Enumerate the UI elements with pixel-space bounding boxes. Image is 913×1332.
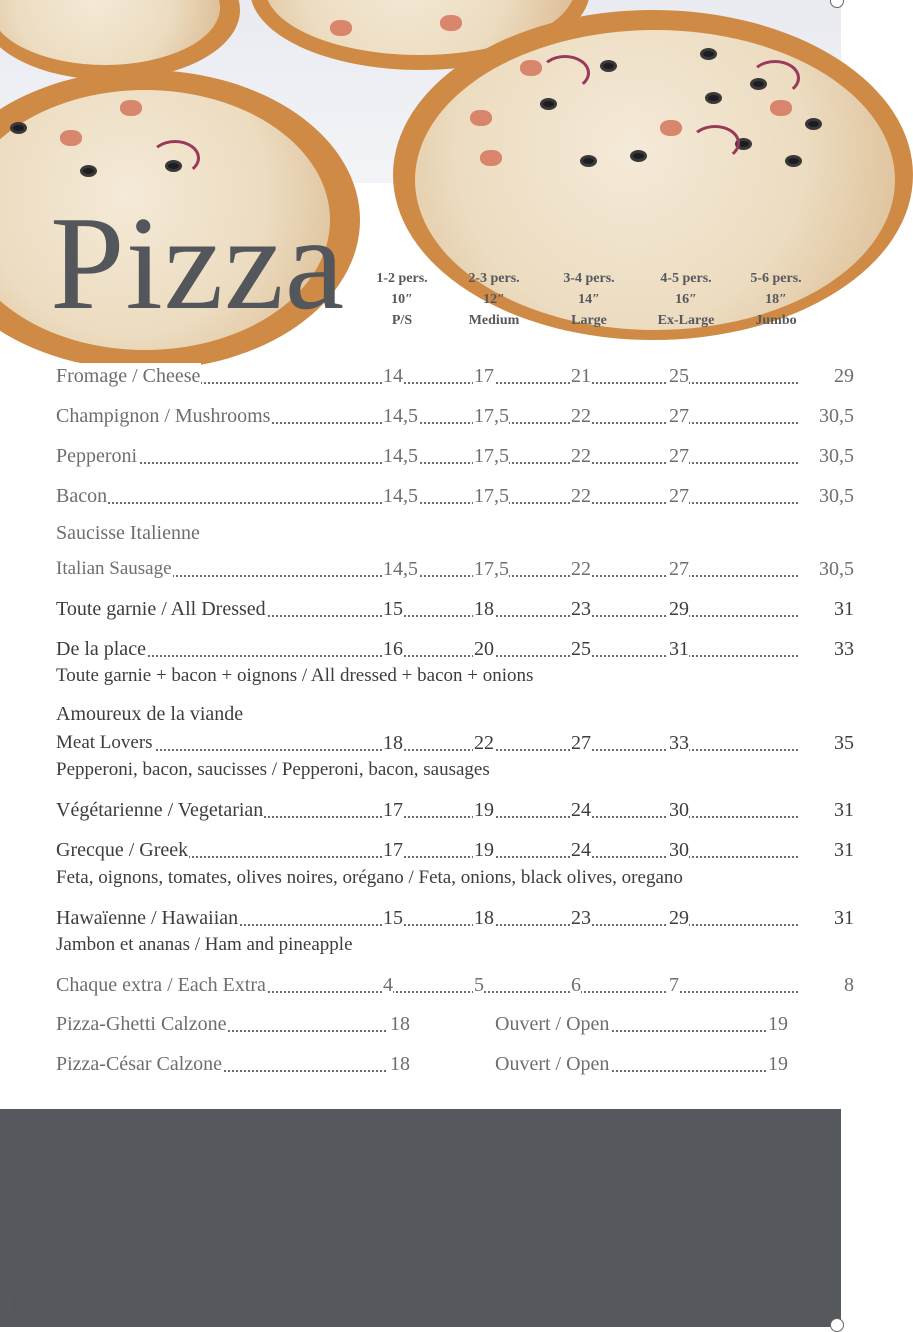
corner-mark-icon (830, 1318, 844, 1332)
size-pers: 5-6 pers. (750, 271, 802, 286)
item-price: 4 (383, 974, 393, 996)
item-title: Amoureux de la viande (56, 703, 244, 725)
size-inch: 14″ (578, 292, 600, 307)
menu-item-row (56, 556, 854, 582)
item-name: Champignon / Mushrooms (56, 405, 271, 427)
item-price: 30 (669, 839, 689, 861)
item-price: 27 (669, 445, 689, 467)
item-price: 19 (474, 799, 494, 821)
item-price: 23 (571, 598, 591, 620)
footer-band (0, 1109, 841, 1327)
item-price: 27 (571, 732, 591, 754)
item-price: 18 (474, 598, 494, 620)
item-name: Chaque extra / Each Extra (56, 974, 266, 996)
item-price: 14,5 (383, 445, 418, 467)
item-price: 23 (571, 907, 591, 929)
item-price: 27 (669, 558, 689, 580)
item-price: 20 (474, 638, 494, 660)
open-price: 19 (768, 1053, 788, 1075)
item-price: 21 (571, 365, 591, 387)
item-price: 29 (669, 907, 689, 929)
menu-item-row (56, 596, 854, 622)
item-price: 15 (383, 598, 403, 620)
size-column (736, 268, 816, 331)
calzone-name: Pizza-César Calzone (56, 1053, 223, 1075)
item-price: 17,5 (474, 405, 509, 427)
item-price: 31 (834, 799, 854, 821)
item-name: Pepperoni (56, 445, 138, 467)
calzone-name: Pizza-Ghetti Calzone (56, 1013, 227, 1035)
item-price: 30,5 (819, 558, 854, 580)
item-description: Toute garnie + bacon + oignons / All dressed + bacon + onions (56, 665, 534, 686)
item-price: 6 (571, 974, 581, 996)
item-price: 17 (383, 839, 403, 861)
calzone-row (56, 1051, 796, 1077)
item-price: 31 (834, 839, 854, 861)
size-name: P/S (391, 313, 413, 328)
open-price: 19 (768, 1013, 788, 1035)
item-price: 14 (383, 365, 403, 387)
item-price: 30,5 (819, 445, 854, 467)
item-price: 24 (571, 799, 591, 821)
calzone-price: 18 (390, 1053, 410, 1075)
open-label: Ouvert / Open (495, 1053, 610, 1075)
menu-item-row (56, 730, 854, 756)
item-name: Italian Sausage (56, 556, 173, 582)
item-price: 24 (571, 839, 591, 861)
item-price: 33 (834, 638, 854, 660)
size-pers: 4-5 pers. (660, 271, 712, 286)
page-title: Pizza (50, 189, 346, 337)
item-name: Hawaïenne / Hawaiian (56, 907, 239, 929)
item-price: 25 (669, 365, 689, 387)
menu-item-row (56, 797, 854, 823)
item-price: 17,5 (474, 558, 509, 580)
item-price: 5 (474, 974, 484, 996)
size-column (549, 268, 629, 331)
corner-mark-icon (830, 0, 844, 8)
menu-item-row (56, 905, 854, 931)
menu-item-row (56, 363, 854, 389)
item-price: 33 (669, 732, 689, 754)
menu-item-row (56, 837, 854, 863)
size-inch: 18″ (765, 292, 787, 307)
crop-mark-icon (0, 1300, 6, 1301)
item-price: 31 (834, 907, 854, 929)
size-inch: 16″ (675, 292, 697, 307)
item-price: 22 (571, 485, 591, 507)
item-name: Grecque / Greek (56, 839, 189, 861)
item-name: Meat Lovers (56, 730, 154, 756)
item-price: 8 (844, 974, 854, 996)
item-price: 30 (669, 799, 689, 821)
item-price: 31 (669, 638, 689, 660)
item-price: 18 (474, 907, 494, 929)
size-inch: 10″ (391, 292, 413, 307)
item-name: Fromage / Cheese (56, 365, 201, 387)
item-price: 19 (474, 839, 494, 861)
size-name: Medium (468, 313, 520, 328)
item-price: 27 (669, 485, 689, 507)
size-column (454, 268, 534, 331)
size-name: Jumbo (755, 313, 797, 328)
size-pers: 1-2 pers. (376, 271, 428, 286)
item-price: 35 (834, 732, 854, 754)
item-price: 14,5 (383, 558, 418, 580)
item-name: Toute garnie / All Dressed (56, 598, 266, 620)
size-pers: 2-3 pers. (468, 271, 520, 286)
size-inch: 12″ (483, 292, 505, 307)
item-price: 14,5 (383, 485, 418, 507)
menu-item-row (56, 483, 854, 509)
item-price: 7 (669, 974, 679, 996)
item-name: Bacon (56, 485, 108, 507)
item-name: De la place (56, 638, 146, 660)
pizza-photo-banner (0, 0, 841, 183)
size-name: Large (571, 313, 607, 328)
item-price: 30,5 (819, 405, 854, 427)
size-column (362, 268, 442, 331)
item-price: 30,5 (819, 485, 854, 507)
item-description: Pepperoni, bacon, saucisses / Pepperoni, bacon, sausages (56, 759, 490, 780)
size-pers: 3-4 pers. (563, 271, 615, 286)
crop-mark-icon (14, 1290, 15, 1312)
item-price: 17,5 (474, 485, 509, 507)
item-price: 25 (571, 638, 591, 660)
item-name: Végétarienne / Vegetarian (56, 799, 264, 821)
item-price: 17 (383, 799, 403, 821)
size-column (646, 268, 726, 331)
item-description: Jambon et ananas / Ham and pineapple (56, 934, 353, 955)
item-price: 15 (383, 907, 403, 929)
item-price: 16 (383, 638, 403, 660)
item-price: 29 (669, 598, 689, 620)
item-title: Saucisse Italienne (56, 522, 200, 544)
item-price: 27 (669, 405, 689, 427)
item-price: 22 (474, 732, 494, 754)
menu-item-row (56, 972, 854, 998)
item-price: 17,5 (474, 445, 509, 467)
menu-item-row (56, 636, 854, 662)
menu-item-row (56, 443, 854, 469)
item-price: 22 (571, 558, 591, 580)
item-price: 14,5 (383, 405, 418, 427)
size-name: Ex-Large (657, 313, 715, 328)
menu-item-row (56, 403, 854, 429)
calzone-price: 18 (390, 1013, 410, 1035)
item-price: 29 (834, 365, 854, 387)
item-price: 18 (383, 732, 403, 754)
calzone-row (56, 1011, 796, 1037)
item-price: 22 (571, 445, 591, 467)
item-price: 22 (571, 405, 591, 427)
item-description: Feta, oignons, tomates, olives noires, orégano / Feta, onions, black olives, oregano (56, 867, 683, 888)
item-price: 17 (474, 365, 494, 387)
open-label: Ouvert / Open (495, 1013, 610, 1035)
item-price: 31 (834, 598, 854, 620)
